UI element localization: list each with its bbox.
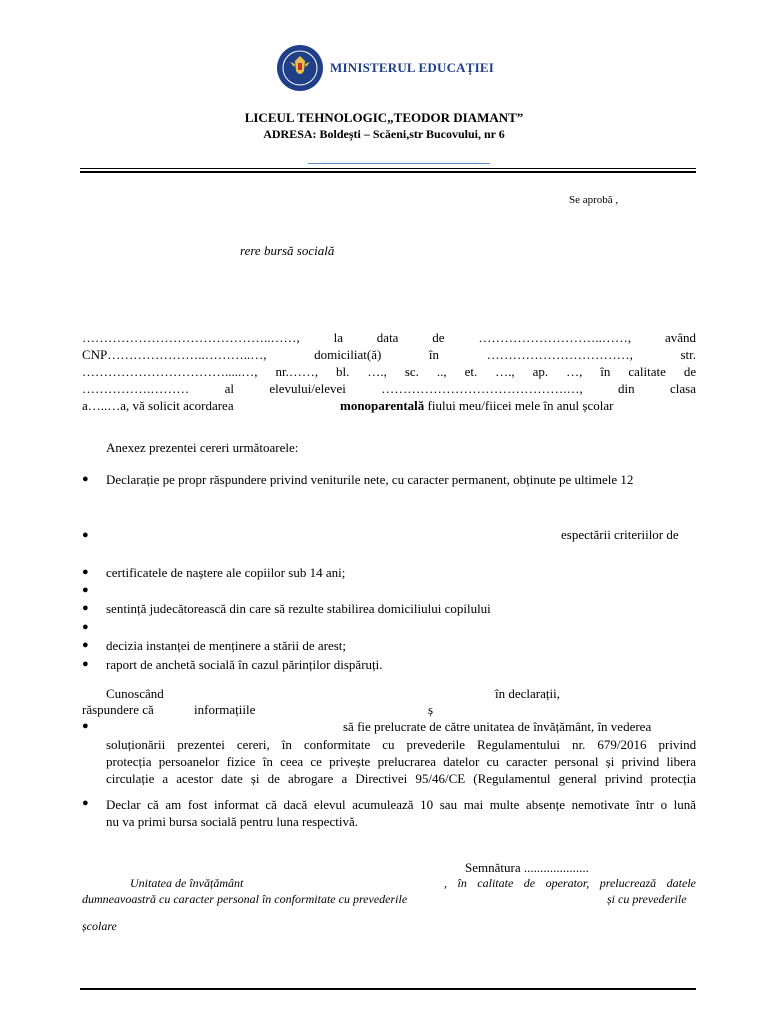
footer-divider: [80, 988, 696, 990]
ministry-seal-icon: [276, 44, 324, 92]
header-accent-line: [308, 163, 490, 164]
school-address: ADRESA: Boldești – Scăeni,str Bucovului, nr 6: [263, 127, 505, 141]
bullet-icon: ●: [82, 584, 89, 596]
bullet-icon: ●: [82, 621, 89, 633]
ministry-logo: [276, 44, 495, 94]
absence-paragraph: [106, 796, 696, 830]
approval-label: Se aprobă ,: [569, 194, 619, 206]
annex-item-arrest-decision: decizia instanței de menținere a stării de arest;: [106, 638, 347, 653]
knowing-word: Cunoscând: [106, 686, 164, 701]
bullet-icon: ●: [82, 639, 89, 651]
bullet-icon: ●: [82, 473, 89, 485]
annex-item-court-ruling: sentință judecătorească din care să rezulte stabilirea domiciliului copilului: [106, 601, 491, 616]
annex-item-social-inquiry: raport de anchetă socială în cazul părinților dispăruți.: [106, 657, 383, 672]
request-line-5: a…..…a, vă solicit acordarea: [82, 398, 234, 413]
annex-item-income-declaration: Declarație pe propr răspundere privind veniturile nete, cu caracter permanent, obținute pe ultimele 12: [106, 472, 634, 487]
bullet-icon: ●: [82, 529, 89, 541]
request-line-4: …………….……… al elevului/elevei …………………………………….…, din clasa: [82, 381, 696, 396]
absence-line-2: nu va primi bursa socială pentru luna respectivă.: [106, 814, 358, 829]
knowing-fragment: ș: [428, 702, 434, 717]
bullet-icon: ●: [82, 797, 89, 809]
footer-note-2a: dumneavoastră cu caracter personal în conformitate cu prevederile: [82, 892, 408, 906]
footer-note-1a: Unitatea de învățământ: [130, 876, 244, 890]
annex-item-criteria: espectării criteriilor de: [561, 527, 679, 542]
annex-item-birth-certificates: certificatele de naștere ale copiilor sub 14 ani;: [106, 565, 346, 580]
footer-note-3: școlare: [82, 919, 117, 933]
bullet-icon: ●: [82, 720, 89, 732]
footer-note-2b: și cu prevederile: [607, 892, 687, 906]
footer-note-1b: , în calitate de operator, prelucrează datele: [444, 876, 696, 890]
bullet-icon: ●: [82, 566, 89, 578]
gdpr-line-1: să fie prelucrate de către unitatea de învățământ, în vederea: [343, 719, 652, 734]
school-name: LICEUL TEHNOLOGIC„TEODOR DIAMANT”: [244, 110, 524, 125]
header-divider: [80, 168, 696, 169]
ministry-name: MINISTERUL EDUCAȚIEI: [330, 60, 495, 75]
gdpr-line-2: soluționării prezentei cereri, în conformitate cu prevederile Regulamentului nr. 679/2016 privind: [106, 737, 697, 752]
document-subject: rere bursă socială: [240, 243, 335, 258]
request-line-3: …………………………….....…, nr.……, bl. …., sc. .., et. …., ap. …, în calitate de: [82, 364, 697, 379]
header-divider-thick: [80, 171, 696, 173]
bullet-icon: ●: [82, 658, 89, 670]
request-paragraph: [82, 329, 696, 419]
knowing-information: informațiile: [194, 702, 256, 717]
request-line-1: ……………………………………..……, la data de ………………………..……, având: [82, 330, 697, 345]
gdpr-line-3: protecția persoanelor fizice în ceea ce privește prelucrarea datelor cu caracter personal și privind libera: [106, 754, 697, 769]
knowing-responsibility: răspundere că: [82, 702, 154, 717]
signature-field: Semnătura ....................: [465, 860, 589, 875]
request-line-5-end: monoparentală fiului meu/fiicei mele în anul școlar: [340, 398, 614, 413]
bullet-icon: ●: [82, 602, 89, 614]
gdpr-paragraph: [106, 736, 696, 788]
gdpr-line-4: circulație a acestor date și de abrogare a Directivei 95/46/CE (Regulamentul general privind protecția: [106, 771, 697, 786]
request-line-2: CNP…………………..………..…, domiciliat(ă) în ……………………………, str.: [82, 347, 697, 362]
knowing-declarations: în declarații,: [495, 686, 560, 701]
annex-intro: Anexez prezentei cereri următoarele:: [106, 440, 299, 455]
absence-line-1: Declar că am fost informat că dacă elevul acumulează 10 sau mai multe absențe nemotivate într o lună: [106, 797, 697, 812]
